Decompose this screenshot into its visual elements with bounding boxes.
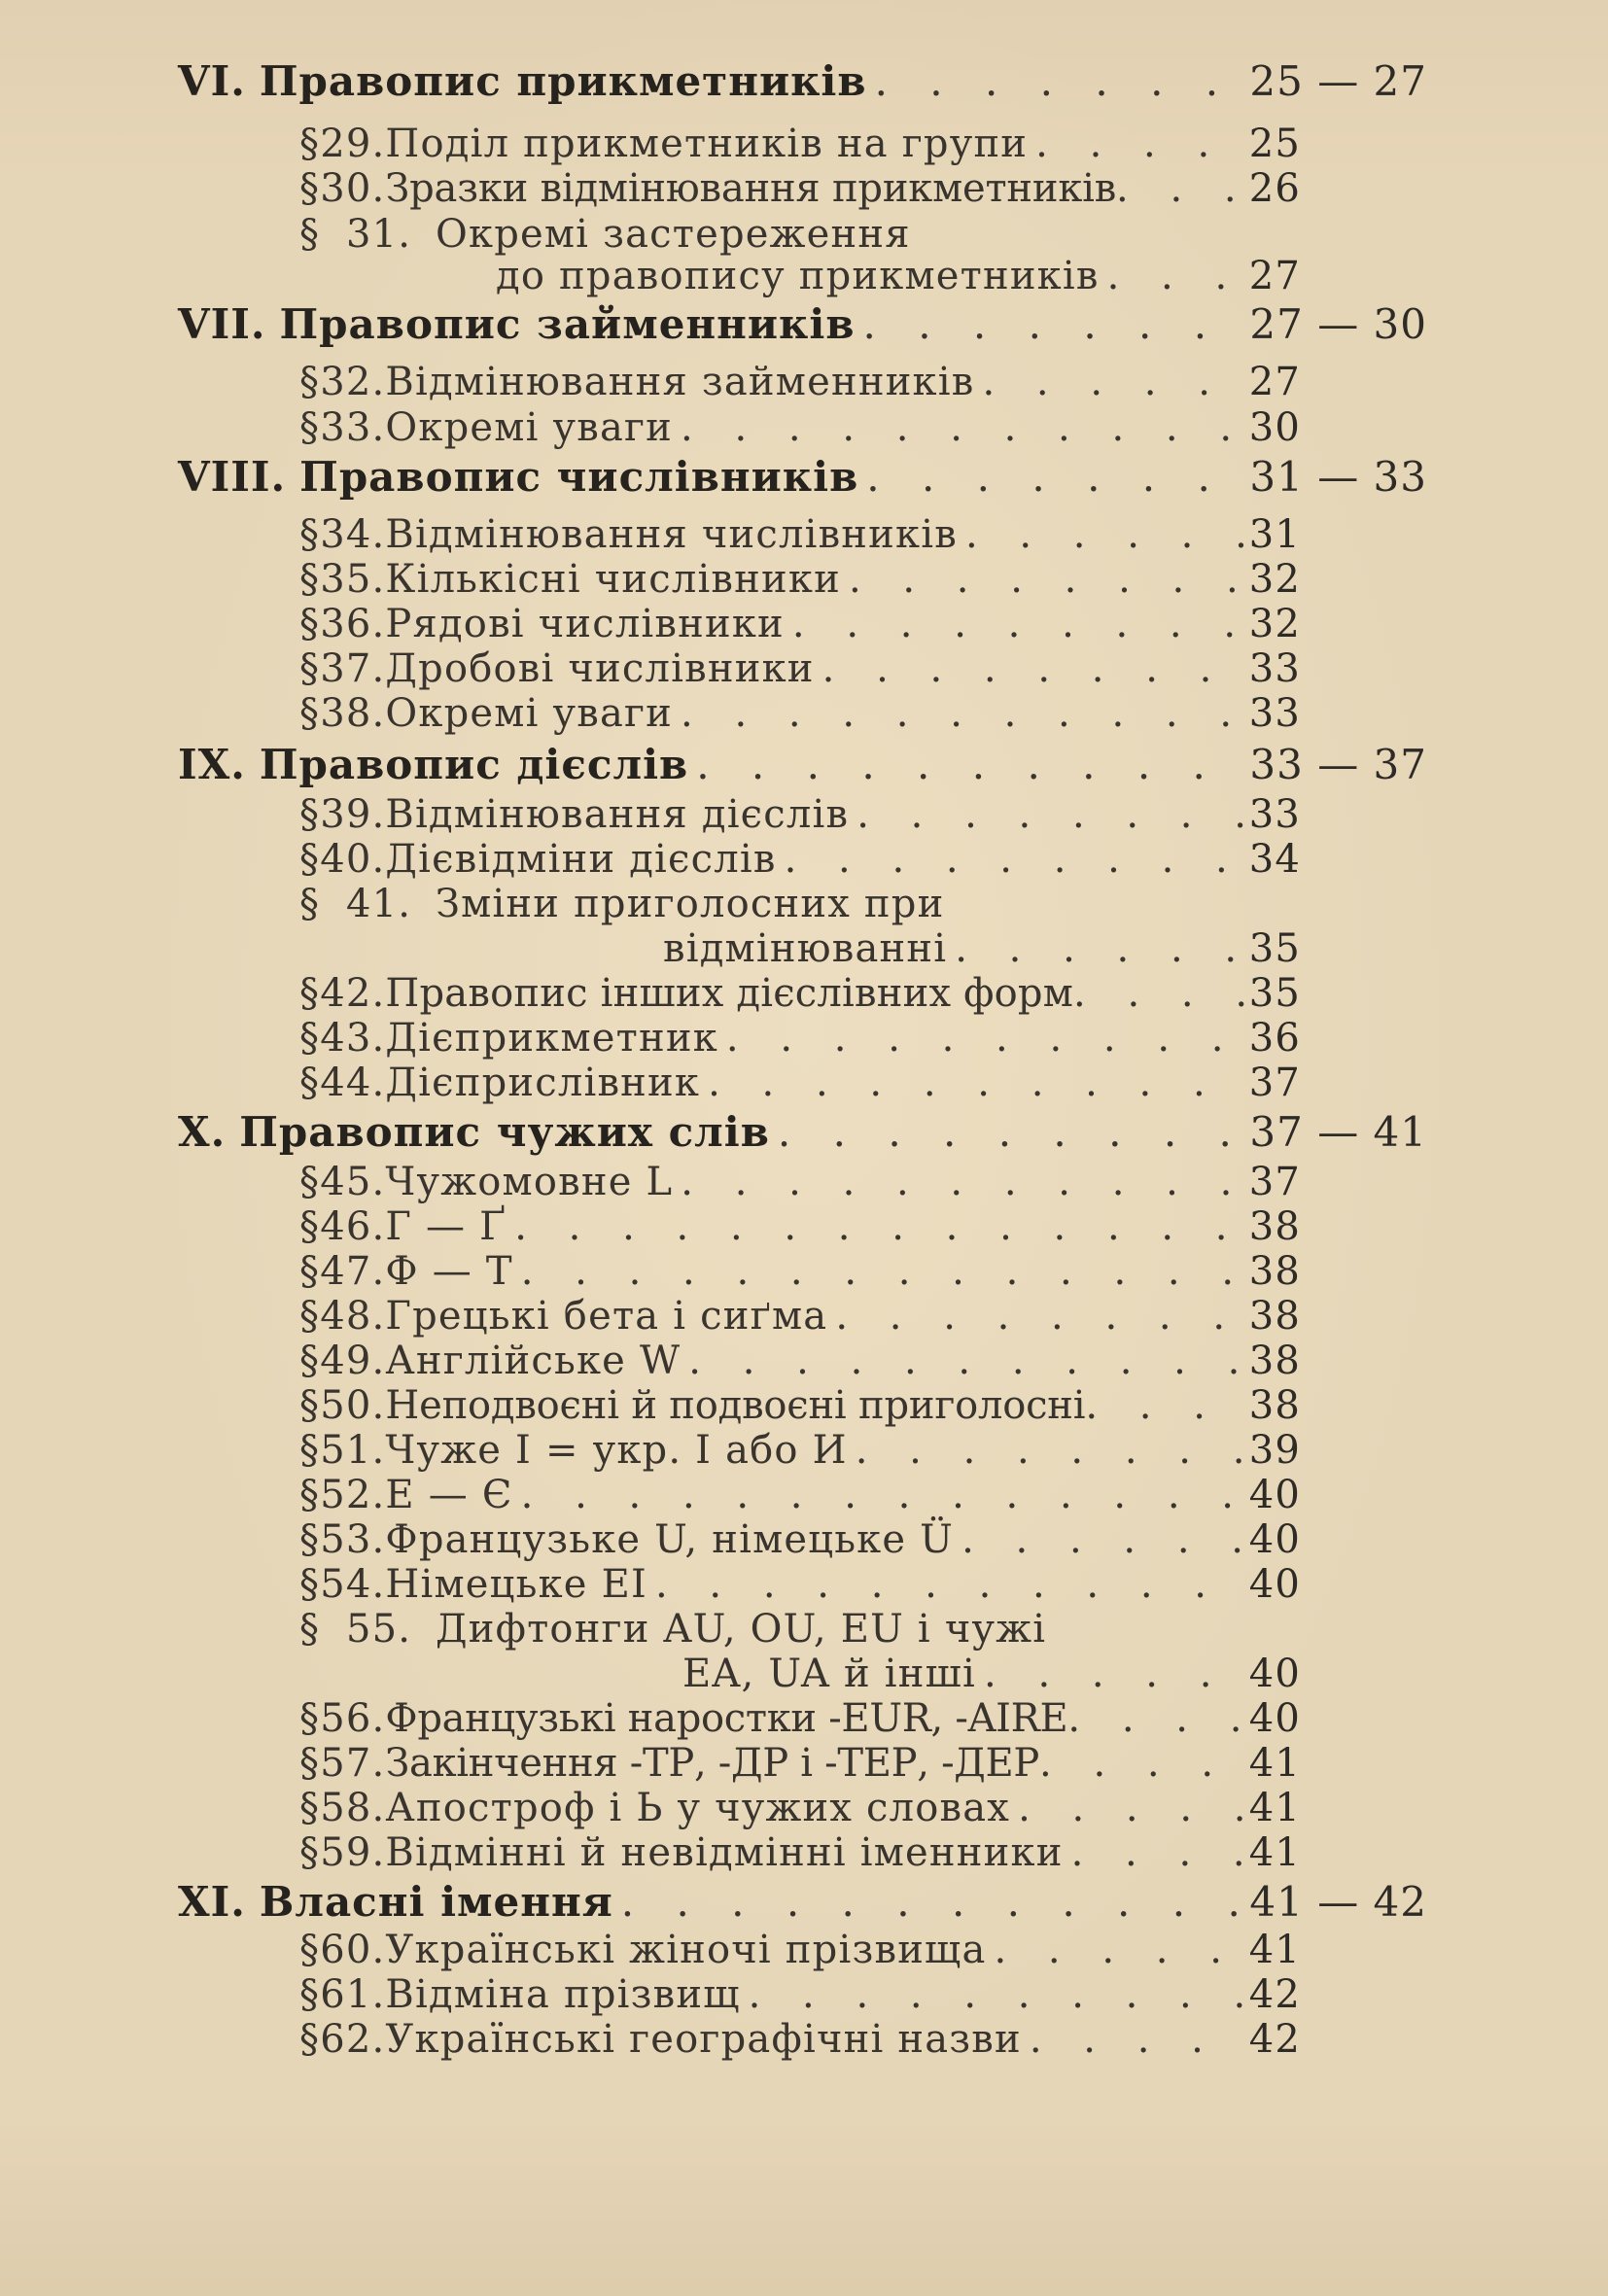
paragraph-number: 54. bbox=[320, 1562, 386, 1607]
leader-dots bbox=[822, 649, 1245, 688]
section-title: Правопис прикметників bbox=[259, 57, 867, 105]
paragraph-number: 47. bbox=[320, 1249, 386, 1294]
paragraph-symbol: § bbox=[299, 166, 321, 211]
paragraph-title: Закінчення -ТР, -ДР і -ТЕР, -ДЕР bbox=[385, 1741, 1040, 1786]
leader-dots bbox=[749, 1975, 1245, 2014]
paragraph-title: Ф — Т bbox=[385, 1249, 513, 1294]
toc-paragraph-37 bbox=[299, 646, 1301, 691]
paragraph-title: Дифтонги AU, OU, EU і чужі bbox=[436, 1607, 1047, 1652]
paragraph-title: Неподвоєні й подвоєні приголосні bbox=[385, 1383, 1086, 1428]
paragraph-number: 29. bbox=[320, 122, 386, 166]
paragraph-symbol: § bbox=[299, 882, 321, 926]
page-number: 42 bbox=[1248, 2017, 1301, 2062]
paragraph-symbol: § bbox=[299, 122, 321, 166]
paragraph-title-continued: до правопису прикметників bbox=[496, 254, 1100, 298]
toc-paragraph-31 bbox=[299, 212, 1301, 257]
page-range: 41 — 42 bbox=[1249, 1878, 1427, 1926]
leader-dots bbox=[778, 1112, 1245, 1153]
paragraph-number: 48. bbox=[320, 1294, 386, 1339]
paragraph-symbol: § bbox=[299, 1383, 321, 1428]
section-title: Правопис чужих слів bbox=[239, 1108, 770, 1156]
paragraph-number: 43. bbox=[320, 1016, 386, 1061]
toc-paragraph-36 bbox=[299, 602, 1301, 646]
paragraph-symbol: § bbox=[299, 1160, 321, 1204]
leader-dots bbox=[1073, 974, 1249, 1013]
toc-paragraph-52 bbox=[299, 1473, 1301, 1517]
paragraph-symbol: § bbox=[299, 646, 321, 691]
section-title: Правопис займенників bbox=[279, 300, 856, 348]
paragraph-symbol: § bbox=[299, 1830, 321, 1875]
paragraph-number: 62. bbox=[320, 2017, 386, 2062]
toc-paragraph-47 bbox=[299, 1249, 1301, 1294]
paragraph-title: Апостроф і Ь у чужих словах bbox=[385, 1786, 1011, 1830]
section-title: Правопис дієслів bbox=[259, 741, 689, 788]
page-number: 27 bbox=[1248, 360, 1301, 404]
page-number: 41 bbox=[1248, 1830, 1301, 1875]
paragraph-symbol: § bbox=[299, 1249, 321, 1294]
toc-section-11 bbox=[178, 1878, 1427, 1926]
paragraph-title: Англійське W bbox=[385, 1339, 682, 1383]
leader-dots bbox=[792, 605, 1245, 644]
leader-dots bbox=[1018, 1789, 1245, 1827]
toc-paragraph-31-continued bbox=[496, 254, 1301, 298]
paragraph-title: Кількісні числівники bbox=[385, 557, 841, 602]
leader-dots bbox=[1116, 169, 1249, 208]
paragraph-symbol: § bbox=[299, 1741, 321, 1786]
toc-paragraph-33 bbox=[299, 405, 1301, 450]
paragraph-title: Окремі застереження bbox=[436, 212, 911, 257]
page-number: 27 bbox=[1248, 254, 1301, 298]
page-number: 37 bbox=[1248, 1160, 1301, 1204]
page-number: 38 bbox=[1248, 1249, 1301, 1294]
page-number: 34 bbox=[1248, 837, 1301, 882]
toc-section-10 bbox=[178, 1108, 1427, 1156]
leader-dots bbox=[1071, 1833, 1245, 1872]
toc-paragraph-54 bbox=[299, 1562, 1301, 1607]
page-number: 40 bbox=[1248, 1473, 1301, 1517]
paragraph-symbol: § bbox=[299, 1473, 321, 1517]
toc-paragraph-45 bbox=[299, 1160, 1301, 1204]
paragraph-title: Відмінювання дієслів bbox=[385, 792, 850, 837]
toc-paragraph-40 bbox=[299, 837, 1301, 882]
toc-paragraph-50 bbox=[299, 1383, 1301, 1428]
paragraph-symbol: § bbox=[299, 2017, 321, 2062]
toc-paragraph-58 bbox=[299, 1786, 1301, 1830]
paragraph-symbol: § bbox=[299, 1928, 321, 1972]
paragraph-title: Французьке U, німецьке Ü bbox=[385, 1517, 955, 1562]
page-number: 38 bbox=[1248, 1383, 1301, 1428]
paragraph-symbol: § bbox=[299, 1204, 321, 1249]
paragraph-number: 36. bbox=[320, 602, 386, 646]
paragraph-number: 51. bbox=[320, 1428, 386, 1473]
page-number: 36 bbox=[1248, 1016, 1301, 1061]
leader-dots bbox=[1039, 1744, 1249, 1783]
leader-dots bbox=[681, 694, 1245, 733]
leader-dots bbox=[521, 1476, 1245, 1514]
leader-dots bbox=[521, 1252, 1245, 1291]
leader-dots bbox=[655, 1565, 1245, 1604]
page-number: 33 bbox=[1248, 646, 1301, 691]
paragraph-symbol: § bbox=[299, 1061, 321, 1105]
leader-dots bbox=[961, 1520, 1245, 1559]
page-range: 37 — 41 bbox=[1249, 1108, 1427, 1156]
leader-dots bbox=[785, 840, 1245, 879]
toc-paragraph-56 bbox=[299, 1696, 1301, 1741]
paragraph-symbol: § bbox=[299, 557, 321, 602]
paragraph-symbol: § bbox=[299, 1786, 321, 1830]
paragraph-symbol: § bbox=[299, 971, 321, 1016]
leader-dots bbox=[995, 1931, 1245, 1969]
toc-paragraph-41 bbox=[299, 882, 1301, 926]
page-number: 30 bbox=[1248, 405, 1301, 450]
page-number: 40 bbox=[1248, 1517, 1301, 1562]
paragraph-symbol: § bbox=[299, 1294, 321, 1339]
page-number: 38 bbox=[1248, 1339, 1301, 1383]
leader-dots bbox=[955, 929, 1244, 968]
toc-paragraph-43 bbox=[299, 1016, 1301, 1061]
page-number: 39 bbox=[1248, 1428, 1301, 1473]
toc-paragraph-32 bbox=[299, 360, 1301, 404]
paragraph-title: Українські жіночі прізвища bbox=[385, 1928, 987, 1972]
section-number: XI. bbox=[178, 1878, 246, 1926]
page-number: 25 bbox=[1248, 122, 1301, 166]
page-number: 31 bbox=[1248, 512, 1301, 557]
leader-dots bbox=[1107, 257, 1245, 296]
toc-paragraph-59 bbox=[299, 1830, 1301, 1875]
toc-section-9 bbox=[178, 741, 1427, 788]
toc-paragraph-38 bbox=[299, 691, 1301, 736]
page-number: 35 bbox=[1248, 926, 1301, 971]
paragraph-title: Г — Ґ bbox=[385, 1204, 507, 1249]
paragraph-title-continued: EA, UA й інші bbox=[682, 1652, 977, 1696]
page-number: 33 bbox=[1248, 691, 1301, 736]
toc-paragraph-49 bbox=[299, 1339, 1301, 1383]
paragraph-title: Поділ прикметників на групи bbox=[385, 122, 1029, 166]
paragraph-title: Відмінні й невідмінні іменники bbox=[385, 1830, 1064, 1875]
paragraph-number: 60. bbox=[320, 1928, 386, 1972]
leader-dots bbox=[863, 304, 1246, 345]
toc-paragraph-39 bbox=[299, 792, 1301, 837]
paragraph-symbol: § bbox=[299, 1339, 321, 1383]
leader-dots bbox=[726, 1019, 1245, 1058]
leader-dots bbox=[696, 745, 1245, 785]
leader-dots bbox=[708, 1063, 1245, 1102]
toc-section-8 bbox=[178, 453, 1427, 501]
page-number: 35 bbox=[1248, 971, 1301, 1016]
paragraph-symbol: § bbox=[299, 792, 321, 837]
paragraph-symbol: § bbox=[299, 1517, 321, 1562]
leader-dots bbox=[856, 795, 1244, 834]
toc-section-7 bbox=[178, 300, 1427, 348]
paragraph-number: 53. bbox=[320, 1517, 386, 1562]
toc-paragraph-42 bbox=[299, 971, 1301, 1016]
paragraph-symbol: § bbox=[299, 1696, 321, 1741]
paragraph-number: 38. bbox=[320, 691, 386, 736]
paragraph-title: Дієприкметник bbox=[385, 1016, 718, 1061]
toc-paragraph-41-continued bbox=[663, 926, 1301, 971]
paragraph-number: 50. bbox=[320, 1383, 386, 1428]
toc-paragraph-61 bbox=[299, 1972, 1301, 2017]
paragraph-symbol: § bbox=[299, 602, 321, 646]
page-number: 33 bbox=[1248, 792, 1301, 837]
section-number: VI. bbox=[178, 57, 246, 105]
paragraph-symbol: § bbox=[299, 405, 321, 450]
page-number: 41 bbox=[1248, 1741, 1301, 1786]
leader-dots bbox=[1035, 124, 1245, 163]
paragraph-title: Українські географічні назви bbox=[385, 2017, 1022, 2062]
paragraph-number: 44. bbox=[320, 1061, 386, 1105]
paragraph-number: 42. bbox=[320, 971, 386, 1016]
leader-dots bbox=[875, 61, 1246, 102]
paragraph-title: Окремі уваги bbox=[385, 405, 674, 450]
section-title: Власні імення bbox=[259, 1878, 613, 1926]
paragraph-number: 30. bbox=[320, 166, 386, 211]
leader-dots bbox=[866, 457, 1245, 498]
leader-dots bbox=[1067, 1699, 1248, 1738]
toc-paragraph-29 bbox=[299, 122, 1301, 166]
paragraph-title: Рядові числівники bbox=[385, 602, 785, 646]
paragraph-number: 58. bbox=[320, 1786, 386, 1830]
paragraph-title: Окремі уваги bbox=[385, 691, 674, 736]
leader-dots bbox=[835, 1297, 1244, 1336]
paragraph-symbol: § bbox=[299, 360, 321, 404]
paragraph-title: Німецьке EI bbox=[385, 1562, 647, 1607]
paragraph-title: Дробові числівники bbox=[385, 646, 815, 691]
paragraph-number: 37. bbox=[320, 646, 386, 691]
page-number: 38 bbox=[1248, 1204, 1301, 1249]
toc-paragraph-44 bbox=[299, 1061, 1301, 1105]
page-number: 38 bbox=[1248, 1294, 1301, 1339]
paragraph-symbol: § bbox=[299, 1428, 321, 1473]
paragraph-number: 59. bbox=[320, 1830, 386, 1875]
paragraph-title: Дієприслівник bbox=[385, 1061, 701, 1105]
paragraph-title: Е — Є bbox=[385, 1473, 513, 1517]
page-number: 32 bbox=[1248, 602, 1301, 646]
paragraph-title: Зразки відмінювання прикметників bbox=[385, 166, 1117, 211]
paragraph-number: 49. bbox=[320, 1339, 386, 1383]
page-number: 40 bbox=[1248, 1562, 1301, 1607]
toc-paragraph-53 bbox=[299, 1517, 1301, 1562]
toc-paragraph-35 bbox=[299, 557, 1301, 602]
paragraph-symbol: § bbox=[299, 1016, 321, 1061]
leader-dots bbox=[965, 515, 1245, 554]
page-number: 41 bbox=[1248, 1786, 1301, 1830]
paragraph-title: Правопис інших дієслівних форм bbox=[385, 971, 1074, 1016]
leader-dots bbox=[681, 1163, 1244, 1201]
paragraph-number: 46. bbox=[320, 1204, 386, 1249]
toc-paragraph-55-continued bbox=[682, 1652, 1301, 1696]
leader-dots bbox=[514, 1207, 1244, 1246]
paragraph-number: 34. bbox=[320, 512, 386, 557]
paragraph-symbol: § bbox=[299, 1607, 321, 1652]
page-number: 40 bbox=[1248, 1696, 1301, 1741]
toc-paragraph-57 bbox=[299, 1741, 1301, 1786]
page-range: 33 — 37 bbox=[1249, 741, 1427, 788]
leader-dots bbox=[1085, 1386, 1248, 1425]
leader-dots bbox=[856, 1431, 1245, 1470]
paragraph-number: 57. bbox=[320, 1741, 386, 1786]
page-number: 42 bbox=[1248, 1972, 1301, 2017]
leader-dots bbox=[1030, 2020, 1245, 2059]
paragraph-title-continued: відмінюванні bbox=[663, 926, 948, 971]
paragraph-title: Відмінювання числівників bbox=[385, 512, 958, 557]
paragraph-title: Французькі наростки -EUR, -AIRE bbox=[385, 1696, 1068, 1741]
section-number: VII. bbox=[178, 300, 266, 348]
paragraph-number: 56. bbox=[320, 1696, 386, 1741]
section-number: VIII. bbox=[178, 453, 287, 501]
page-range: 25 — 27 bbox=[1249, 57, 1427, 105]
page-number: 26 bbox=[1248, 166, 1301, 211]
leader-dots bbox=[849, 560, 1245, 599]
paragraph-number: 52. bbox=[320, 1473, 386, 1517]
paragraph-symbol: § bbox=[299, 212, 321, 257]
toc-paragraph-60 bbox=[299, 1928, 1301, 1972]
section-number: IX. bbox=[178, 741, 246, 788]
section-title: Правопис числівників bbox=[299, 453, 859, 501]
leader-dots bbox=[681, 408, 1245, 447]
toc-paragraph-51 bbox=[299, 1428, 1301, 1473]
page-range: 27 — 30 bbox=[1249, 300, 1427, 348]
paragraph-title: Зміни приголосних при bbox=[436, 882, 945, 926]
paragraph-title: Дієвідміни дієслів bbox=[385, 837, 777, 882]
paragraph-number: 61. bbox=[320, 1972, 386, 2017]
leader-dots bbox=[688, 1341, 1244, 1380]
section-number: X. bbox=[178, 1108, 227, 1156]
page-number: 41 bbox=[1248, 1928, 1301, 1972]
page-number: 40 bbox=[1248, 1652, 1301, 1696]
paragraph-number: 45. bbox=[320, 1160, 386, 1204]
toc-paragraph-55 bbox=[299, 1607, 1301, 1652]
paragraph-title: Чужомовне L bbox=[385, 1160, 674, 1204]
paragraph-number: 35. bbox=[320, 557, 386, 602]
paragraph-number: 32. bbox=[320, 360, 386, 404]
paragraph-number: 39. bbox=[320, 792, 386, 837]
paragraph-title: Відміна прізвищ bbox=[385, 1972, 741, 2017]
toc-section-6 bbox=[178, 57, 1427, 105]
paragraph-number: 31. bbox=[346, 212, 412, 257]
paragraph-number: 40. bbox=[320, 837, 386, 882]
toc-paragraph-48 bbox=[299, 1294, 1301, 1339]
page-range: 31 — 33 bbox=[1249, 453, 1427, 501]
paragraph-symbol: § bbox=[299, 512, 321, 557]
paragraph-title: Чуже I = укр. І або И bbox=[385, 1428, 848, 1473]
toc-paragraph-46 bbox=[299, 1204, 1301, 1249]
paragraph-title: Грецькі бета і сиґма bbox=[385, 1294, 828, 1339]
page-number: 37 bbox=[1248, 1061, 1301, 1105]
toc-paragraph-34 bbox=[299, 512, 1301, 557]
paragraph-number: 33. bbox=[320, 405, 386, 450]
leader-dots bbox=[621, 1882, 1246, 1923]
paragraph-symbol: § bbox=[299, 837, 321, 882]
toc-paragraph-30 bbox=[299, 166, 1301, 211]
paragraph-number: 55. bbox=[346, 1607, 412, 1652]
leader-dots bbox=[982, 363, 1244, 401]
paragraph-title: Відмінювання займенників bbox=[385, 360, 975, 404]
paragraph-symbol: § bbox=[299, 1562, 321, 1607]
leader-dots bbox=[984, 1654, 1245, 1693]
toc-paragraph-62 bbox=[299, 2017, 1301, 2062]
page-number: 32 bbox=[1248, 557, 1301, 602]
paragraph-symbol: § bbox=[299, 1972, 321, 2017]
paragraph-symbol: § bbox=[299, 691, 321, 736]
paragraph-number: 41. bbox=[346, 882, 412, 926]
